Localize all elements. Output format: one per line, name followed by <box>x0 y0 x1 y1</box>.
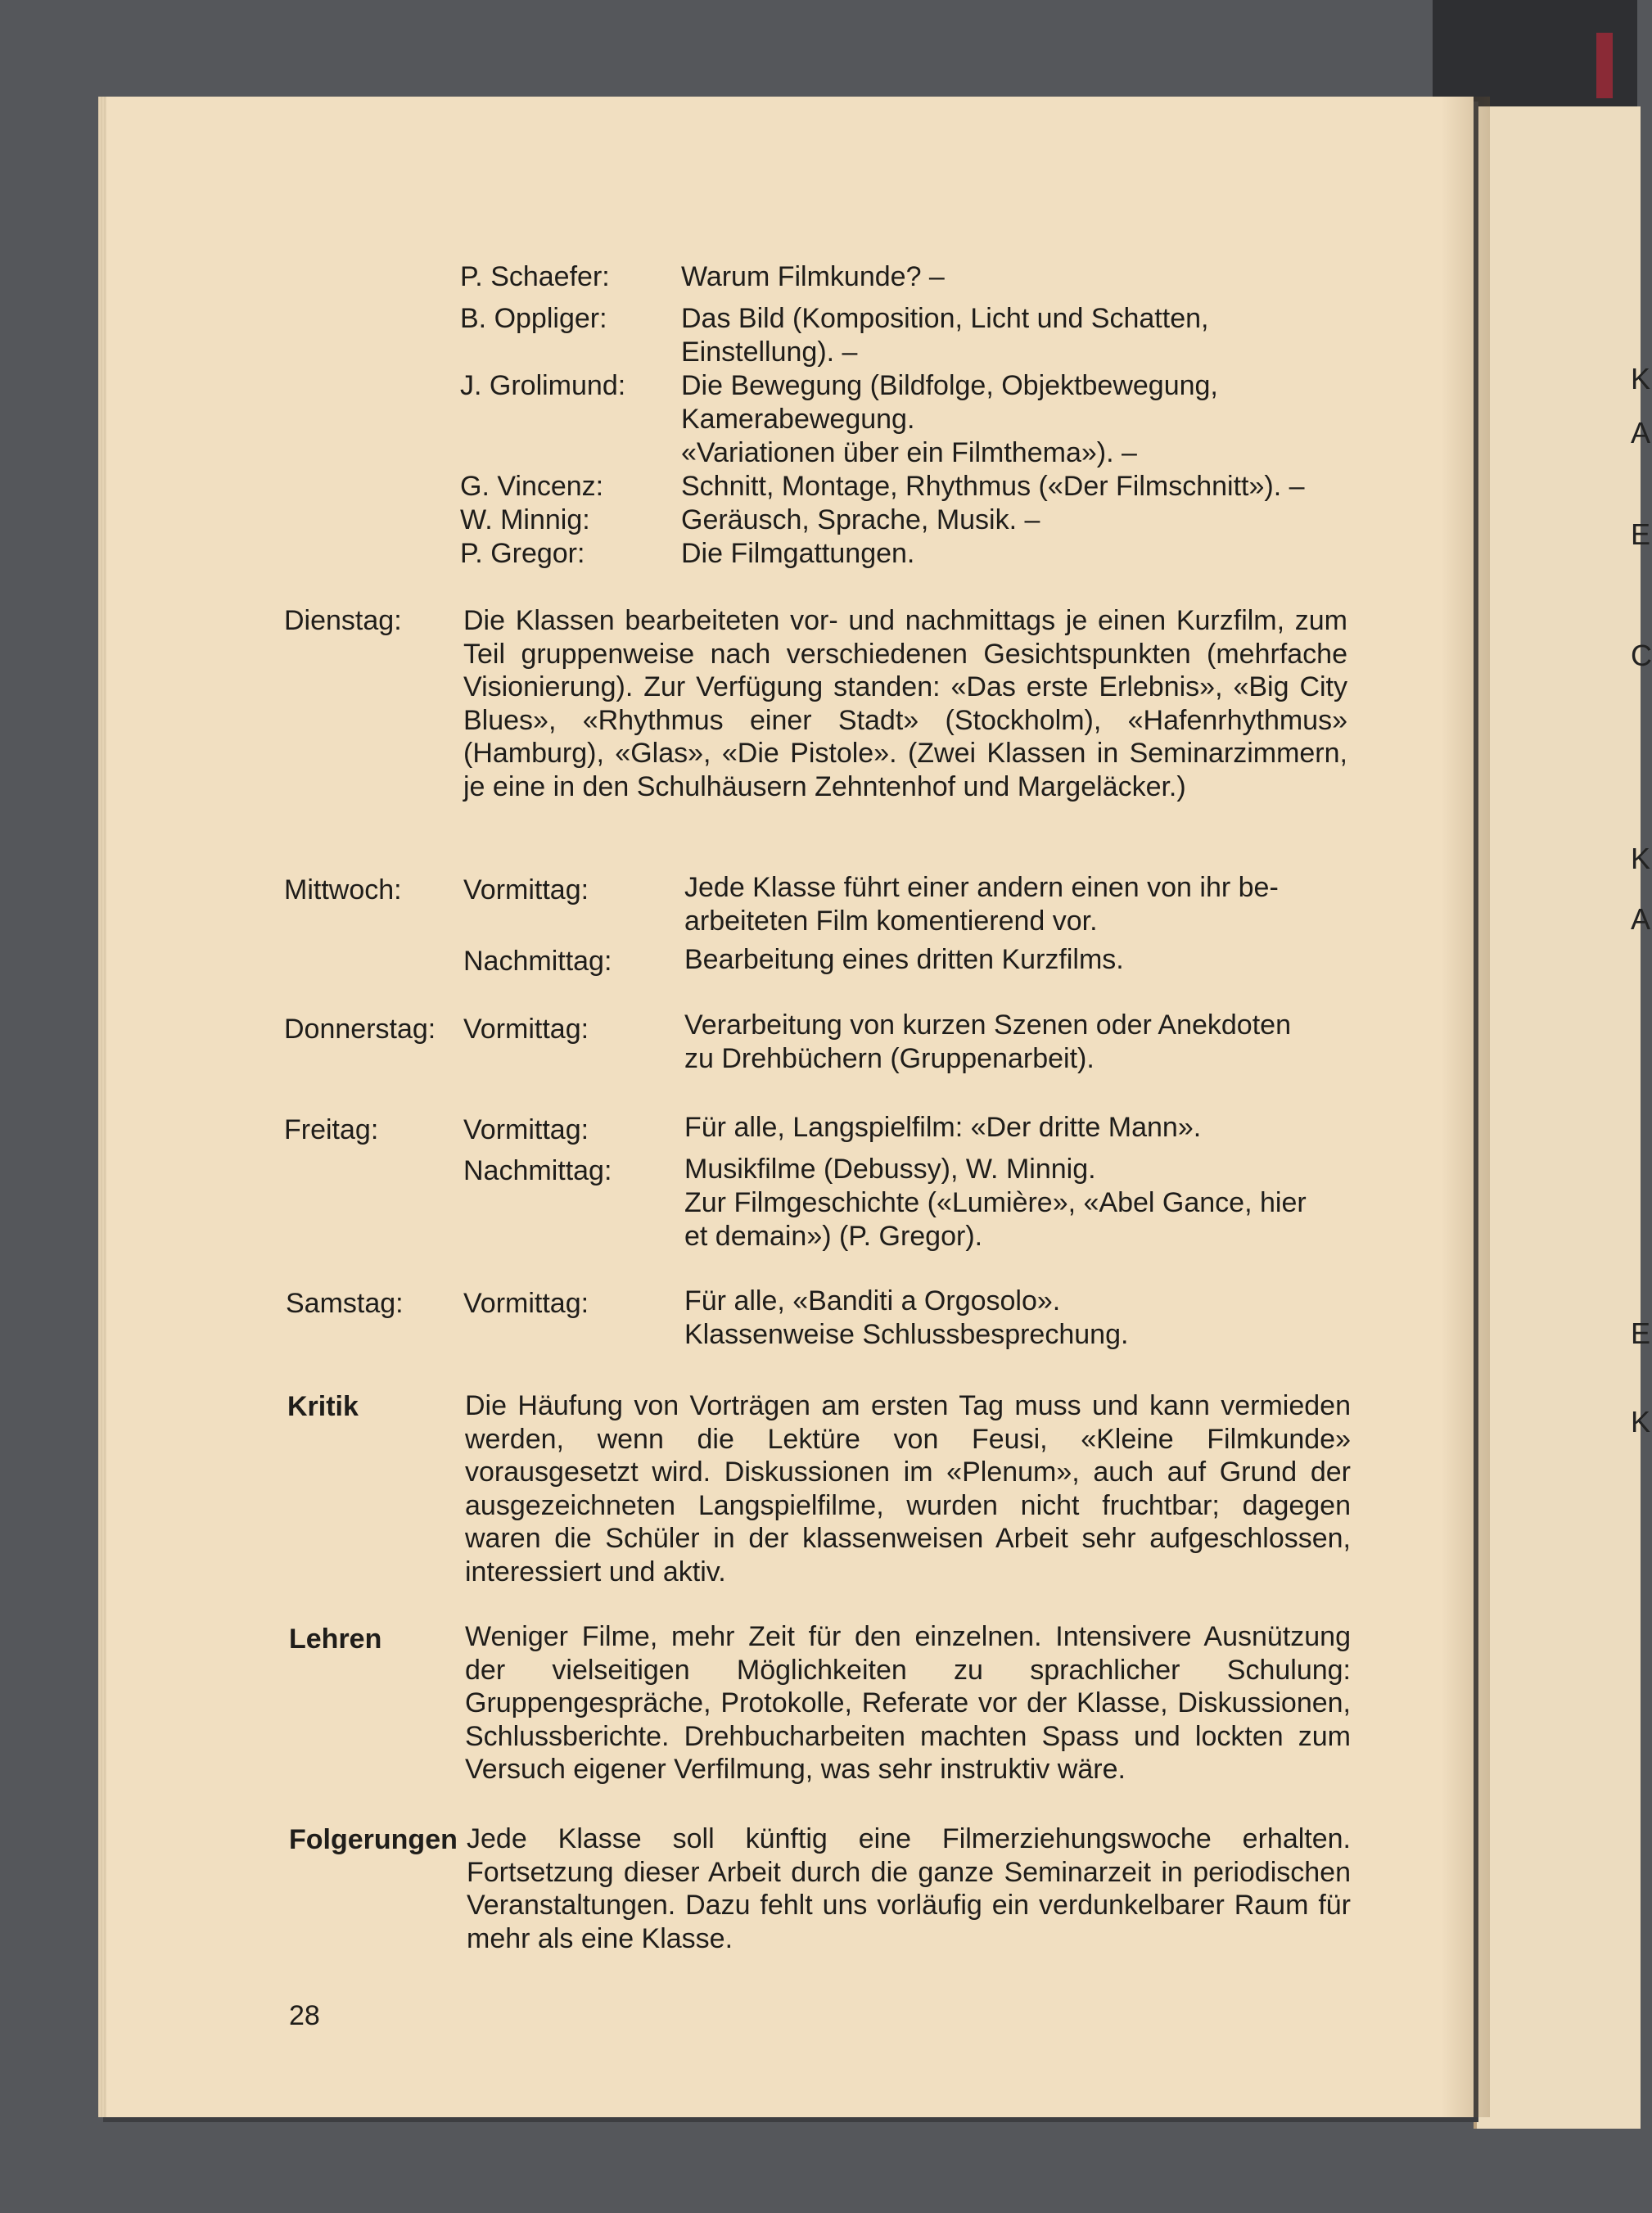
section-text-kritik: Die Häufung von Vorträgen am ersten Tag muss und kann vermieden werden, wenn die Lektüre von Feusi, «Kleine Filmkunde» vorausgesetzt wird. Diskussionen im «Plenum», auch auf Grund der ausgezeichneten Langspielfilme, wurden nicht fruchtbar; dagegen waren die Schüler in der klassenweisen Arbeit sehr aufgeschlossen, interessiert und aktiv. <box>465 1390 1351 1587</box>
book-gutter <box>1441 97 1490 2117</box>
speaker-name: G. Vincenz: <box>460 471 604 502</box>
speaker-topic: Schnitt, Montage, Rhythmus («Der Filmschnitt»). – <box>681 471 1305 502</box>
speaker-topic: Kamerabewegung. <box>681 404 915 435</box>
next-page-letter: K <box>1631 362 1651 395</box>
activity-line: Für alle, «Banditi a Orgosolo». <box>684 1285 1061 1317</box>
speaker-topic: Warum Filmkunde? – <box>681 261 945 292</box>
activity-line: Jede Klasse führt einer andern einen von ihr be- <box>684 872 1279 903</box>
time-slot: Vormittag: <box>463 1014 589 1045</box>
next-page-letter: K <box>1631 842 1651 875</box>
section-text-lehren: Weniger Filme, mehr Zeit für den einzelnen. Intensivere Ausnützung der vielseitigen Möglichkeiten zu sprachlicher Schulung: Gruppengespräche, Protokolle, Referate vor der Klasse, Diskussionen, Schlussberichte. Drehbucharbeiten machten Spass und lockten zum Versuch eigener Verfilmung, was sehr instruktiv wäre. <box>465 1621 1351 1785</box>
speaker-topic: Die Filmgattungen. <box>681 538 915 569</box>
day-label: Samstag: <box>286 1288 404 1319</box>
page-edge <box>98 97 106 2117</box>
speaker-topic: Die Bewegung (Bildfolge, Objektbewegung, <box>681 370 1218 401</box>
section-heading-kritik: Kritik <box>287 1391 359 1422</box>
time-slot: Vormittag: <box>463 1288 589 1319</box>
dienstag-text: Die Klassen bearbeiteten vor- und nachmittags je einen Kurzfilm, zum Teil gruppenweise nach verschiedenen Gesichtspunkten (mehrfache Visionierung). Zur Verfügung standen: «Das erste Erlebnis», «Big City Blues», «Rhythmus einer Stadt» (Stockholm), «Hafenrhythmus» (Hamburg), «Glas», «Die Pistole». (Zwei Klassen in Seminarzimmern, je eine in den Schulhäusern Zehntenhof und Margeläcker.) <box>463 605 1347 802</box>
activity-line: Musikfilme (Debussy), W. Minnig. <box>684 1154 1096 1185</box>
next-page-letter: E <box>1631 1317 1651 1350</box>
time-slot: Nachmittag: <box>463 946 612 977</box>
time-slot: Vormittag: <box>463 1114 589 1145</box>
bookmark-ribbon <box>1596 33 1613 98</box>
speaker-topic: Einstellung). – <box>681 336 858 368</box>
section-text-folgerungen: Jede Klasse soll künftig eine Filmerziehungswoche erhalten. Fortsetzung dieser Arbeit durch die ganze Seminarzeit in periodischen Veranstaltungen. Dazu fehlt uns vorläufig ein verdunkelbarer Raum für mehr als eine Klasse. <box>467 1823 1351 1954</box>
section-heading-lehren: Lehren <box>289 1624 382 1655</box>
next-page-letter: A <box>1631 902 1651 936</box>
activity-line: Klassenweise Schlussbesprechung. <box>684 1319 1129 1350</box>
activity-line: et demain») (P. Gregor). <box>684 1221 983 1252</box>
speaker-topic: Geräusch, Sprache, Musik. – <box>681 504 1040 535</box>
activity-line: arbeiteten Film komentierend vor. <box>684 906 1098 937</box>
next-page-letter: C <box>1631 639 1652 672</box>
section-heading-folgerungen: Folgerungen <box>289 1824 458 1855</box>
day-label: Donnerstag: <box>284 1014 436 1045</box>
time-slot: Nachmittag: <box>463 1155 612 1186</box>
activity-line: zu Drehbüchern (Gruppenarbeit). <box>684 1043 1095 1074</box>
next-page-letter: A <box>1631 416 1651 449</box>
background-strip <box>1433 0 1637 106</box>
day-label: Dienstag: <box>284 605 402 636</box>
day-label: Mittwoch: <box>284 874 402 906</box>
next-page-letter: K <box>1631 1405 1651 1438</box>
time-slot: Vormittag: <box>463 874 589 906</box>
activity-line: Zur Filmgeschichte («Lumière», «Abel Gance, hier <box>684 1187 1307 1218</box>
day-label: Freitag: <box>284 1114 379 1145</box>
speaker-name: P. Gregor: <box>460 538 585 569</box>
page-number: 28 <box>289 2000 320 2031</box>
activity-line: Verarbeitung von kurzen Szenen oder Anekdoten <box>684 1009 1291 1041</box>
next-page-letter: E <box>1631 517 1651 551</box>
activity-line: Für alle, Langspielfilm: «Der dritte Mann». <box>684 1112 1202 1143</box>
speaker-topic: «Variationen über ein Filmthema»). – <box>681 437 1137 468</box>
speaker-name: P. Schaefer: <box>460 261 610 292</box>
speaker-name: J. Grolimund: <box>460 370 626 401</box>
next-page <box>1474 106 1652 2129</box>
activity-line: Bearbeitung eines dritten Kurzfilms. <box>684 944 1124 975</box>
speaker-name: B. Oppliger: <box>460 303 607 334</box>
speaker-name: W. Minnig: <box>460 504 590 535</box>
speaker-topic: Das Bild (Komposition, Licht und Schatten, <box>681 303 1209 334</box>
